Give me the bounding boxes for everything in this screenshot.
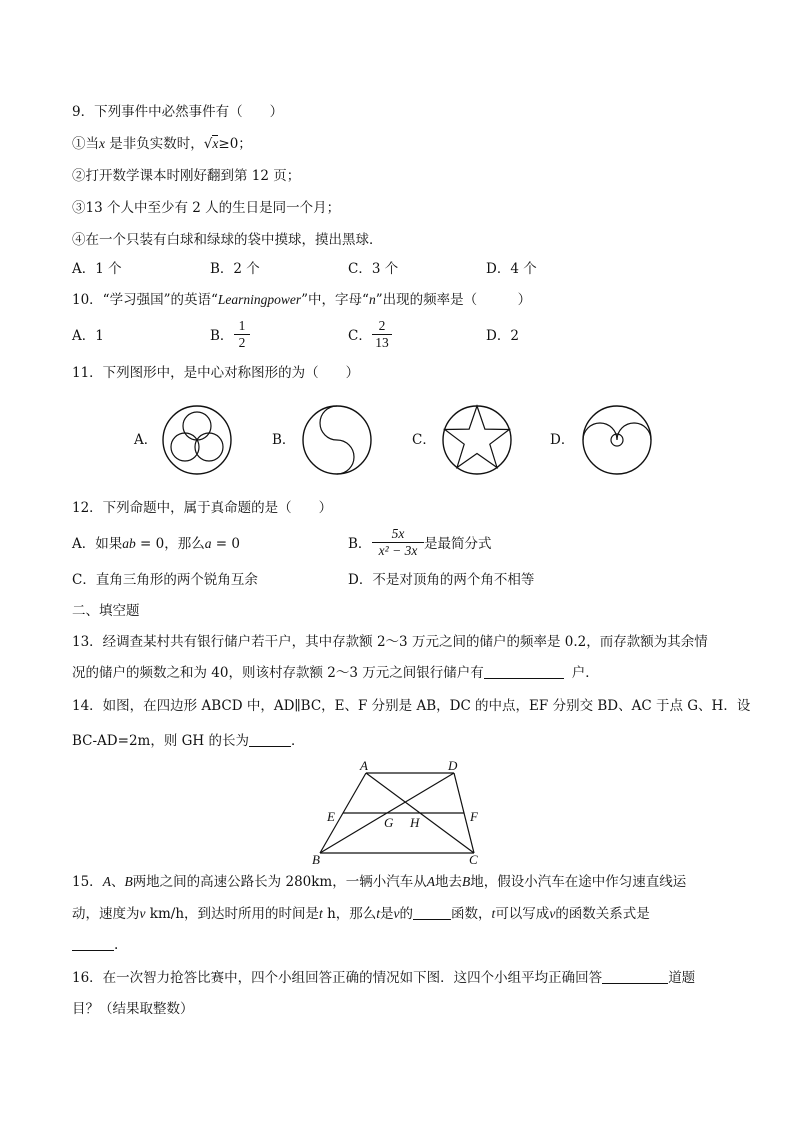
q9-option-d: D．4 个	[486, 261, 537, 277]
label-g: G	[384, 815, 394, 830]
label-a: A	[360, 758, 368, 773]
q12-option-a: A．如果ab = 0，那么a = 0	[72, 536, 240, 552]
trefoil-circle-figure	[160, 403, 234, 477]
q15-blank-1[interactable]	[413, 919, 451, 920]
q12-option-b-text: 是最简分式	[424, 536, 492, 552]
q12-option-c: C．直角三角形的两个锐角互余	[72, 572, 258, 588]
q15-line-3: .	[72, 936, 118, 954]
q16-line-2: 目？（结果取整数）	[72, 1001, 194, 1017]
sqrt-symbol: √	[203, 136, 213, 152]
q10-option-a: A．1	[72, 328, 104, 344]
q14-line-1: 14．如图，在四边形 ABCD 中，AD∥BC，E、F 分别是 AB，DC 的中点，EF 分别交 BD、AC 于点 G、H．设	[72, 698, 751, 714]
q9-item-1: ①当x 是非负实数时，√x≥0；	[72, 136, 252, 152]
two-arcs-circle-figure	[580, 403, 654, 477]
q9-item-4: ④在一个只装有白球和绿球的袋中摸球，摸出黑球．	[72, 232, 383, 248]
q10-option-b-fraction: 1 2	[234, 318, 250, 351]
q14-answer-blank[interactable]	[249, 746, 291, 747]
label-b: B	[312, 852, 320, 867]
q11-option-d-label: D．	[550, 432, 575, 448]
q11-option-c-label: C．	[412, 432, 436, 448]
q12-stem: 12．下列命题中，属于真命题的是（ ）	[72, 500, 333, 516]
q15-blank-2[interactable]	[72, 950, 114, 951]
q10-option-d: D．2	[486, 328, 519, 344]
q10-option-b-label: B．	[210, 328, 234, 344]
q11-option-a-label: A．	[134, 432, 158, 448]
star-in-circle-figure	[440, 403, 514, 477]
q10-option-c-fraction: 2 13	[372, 318, 392, 351]
q12-option-b-label: B．	[348, 536, 372, 552]
q13-line-2: 况的储户的频数之和为 40，则该村存款额 2～3 万元之间银行储户有 户．	[72, 665, 599, 681]
label-d: D	[448, 758, 458, 773]
q10-stem: 10．“学习强国”的英语“Learningpower”中，字母“n”出现的频率是（ ）	[72, 292, 532, 308]
q9-option-b: B．2 个	[210, 261, 260, 277]
q10-option-c-label: C．	[348, 328, 372, 344]
yin-yang-curve-figure	[300, 403, 374, 477]
q11-stem: 11．下列图形中，是中心对称图形的为（ ）	[72, 365, 360, 381]
q15-line-2: 动，速度为v km/h，到达时所用的时间是t h，那么t是v的 函数，t可以写成v的函数关系式是	[72, 906, 650, 922]
q16-answer-blank[interactable]	[602, 983, 668, 984]
q12-option-b-fraction: 5x x² − 3x	[372, 526, 424, 559]
q9-option-c: C．3 个	[348, 261, 399, 277]
q9-item-3: ③13 个人中至少有 2 人的生日是同一个月；	[72, 200, 341, 216]
label-f: F	[470, 809, 478, 824]
q14-line-2: BC-AD=2m，则 GH 的长为 ．	[72, 733, 305, 749]
q13-line-1: 13．经调查某村共有银行储户若干户，其中存款额 2～3 万元之间的储户的频率是 0.2，而存款额为其余情	[72, 634, 708, 650]
trapezoid-abcd-figure	[300, 758, 500, 870]
q11-option-b-label: B．	[272, 432, 296, 448]
q16-line-1: 16．在一次智力抢答比赛中，四个小组回答正确的情况如下图．这四个小组平均正确回答 道题	[72, 970, 696, 986]
q15-line-1: 15．A、B两地之间的高速公路长为 280km，一辆小汽车从A地去B地，假设小汽车在途中作匀速直线运	[72, 874, 687, 890]
q12-option-d: D．不是对顶角的两个角不相等	[348, 572, 535, 588]
q13-answer-blank[interactable]	[484, 678, 564, 679]
q9-stem: 9．下列事件中必然事件有（ ）	[72, 104, 284, 120]
label-e: E	[327, 809, 335, 824]
label-c: C	[469, 852, 478, 867]
label-h: H	[410, 815, 420, 830]
q9-option-a: A．1 个	[72, 261, 122, 277]
section-heading-fill-in: 二、填空题	[72, 603, 140, 619]
q9-item-2: ②打开数学课本时刚好翻到第 12 页；	[72, 168, 301, 184]
